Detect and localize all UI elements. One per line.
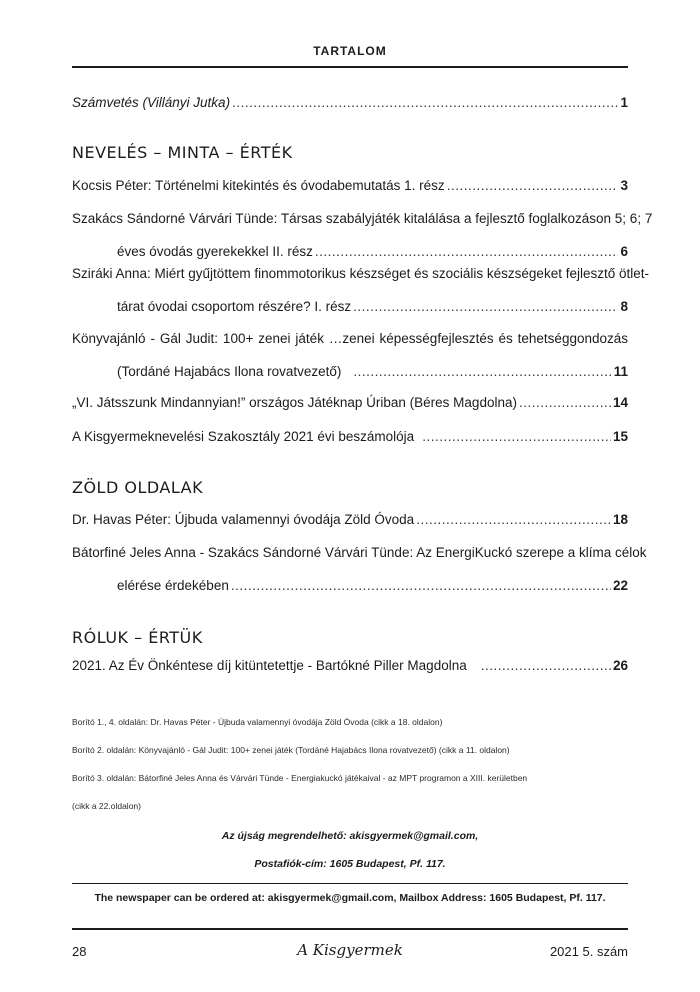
- toc-entry-title: Szakács Sándorné Várvári Tünde: Társas szabályjáték kitalálása a fejlesztő foglalkozáson 5; 6; 7: [72, 211, 653, 226]
- section-title-zold-oldalak: ZÖLD OLDALAK: [72, 478, 204, 497]
- order-email: Az újság megrendelhető: akisgyermek@gmail.com,: [221, 830, 479, 842]
- toc-entry[interactable]: [72, 544, 647, 594]
- leader-dots: [232, 94, 618, 111]
- toc-entry-page: 3: [620, 178, 628, 193]
- leader-dots: [422, 428, 611, 445]
- contents-heading: TARTALOM: [313, 44, 387, 58]
- toc-entry-intro[interactable]: [72, 94, 628, 111]
- toc-entry-title: „VI. Játsszunk Mindannyian!” országos Játéknap Úriban (Béres Magdolna): [72, 395, 517, 410]
- leader-dots: [353, 298, 618, 315]
- toc-entry-page: 11: [613, 364, 628, 379]
- toc-entry-page: 26: [612, 658, 628, 673]
- toc-entry-title: Bátorfiné Jeles Anna - Szakács Sándorné Várvári Tünde: Az EnergiKuckó szerepe a klíma célok: [72, 545, 647, 560]
- toc-entry-title: 2021. Az Év Önkéntese díj kitüntetettje - Bartókné Piller Magdolna: [72, 658, 467, 673]
- toc-entry[interactable]: [72, 511, 628, 528]
- leader-dots: [416, 511, 611, 528]
- toc-entry[interactable]: [72, 657, 628, 674]
- toc-entry[interactable]: [72, 177, 628, 194]
- section-title-neveles: NEVELÉS – MINTA – ÉRTÉK: [72, 143, 293, 162]
- page-number: 28: [72, 944, 87, 959]
- toc-entry-title-cont: tárat óvodai csoportom részére? I. rész: [117, 299, 352, 314]
- english-order-info: The newspaper can be ordered at: akisgyermek@gmail.com, Mailbox Address: 1605 Budapest, Pf. 117.: [94, 892, 606, 904]
- issue-number: 2021 5. szám: [549, 944, 628, 959]
- toc-entry-page: 15: [612, 429, 628, 444]
- cover-note: (cikk a 22.oldalon): [72, 801, 141, 811]
- order-postal-address: Postafiók-cím: 1605 Budapest, Pf. 117.: [254, 858, 446, 870]
- section-title-roluk-ertuk: RÓLUK – ÉRTÜK: [72, 628, 203, 647]
- cover-note: Borító 1., 4. oldalán: Dr. Havas Péter - Újbuda valamennyi óvodája Zöld Óvoda (cikk a 18. oldalon): [72, 717, 443, 727]
- toc-entry-title: Sziráki Anna: Miért gyűjtöttem finommotorikus készséget és szociális készségeket fejlesztő ötlet-: [72, 266, 649, 281]
- toc-entry-page: 22: [612, 578, 628, 593]
- leader-dots: [353, 363, 611, 380]
- leader-dots: [481, 657, 611, 674]
- toc-entry-title: Kocsis Péter: Történelmi kitekintés és óvodabemutatás 1. rész: [72, 178, 445, 193]
- toc-entry-title: Dr. Havas Péter: Újbuda valamennyi óvodája Zöld Óvoda: [72, 512, 415, 527]
- toc-entry-page: 1: [620, 95, 628, 110]
- leader-dots: [519, 394, 611, 411]
- toc-entry-title: A Kisgyermeknevelési Szakosztály 2021 évi beszámolója: [72, 429, 415, 444]
- toc-entry-title: Könyvajánló - Gál Judit: 100+ zenei játék …zenei képességfejlesztés és tehetséggondozás: [72, 331, 628, 346]
- leader-dots: [447, 177, 619, 194]
- footer-rule: [72, 928, 628, 930]
- toc-entry-title-cont: éves óvodás gyerekekkel II. rész: [117, 244, 313, 259]
- divider: [72, 883, 628, 884]
- leader-dots: [315, 243, 619, 260]
- toc-entry-page: 8: [620, 299, 628, 314]
- magazine-name: A Kisgyermek: [297, 941, 403, 959]
- toc-entry-title: Számvetés (Villányi Jutka): [72, 95, 231, 110]
- toc-entry-title-cont: (Tordáné Hajabács Ilona rovatvezető): [117, 364, 342, 379]
- cover-note: Borító 3. oldalán: Bátorfiné Jeles Anna és Várvári Tünde - Energiakuckó játékaival - az MPT programon a XIII. kerületben: [72, 773, 528, 783]
- leader-dots: [231, 577, 611, 594]
- header-rule: [72, 66, 628, 68]
- toc-entry[interactable]: [72, 330, 628, 380]
- toc-entry-page: 14: [612, 395, 628, 410]
- toc-entry-page: 18: [612, 512, 628, 527]
- toc-entry[interactable]: [72, 428, 628, 445]
- toc-entry[interactable]: [72, 210, 653, 260]
- toc-entry[interactable]: [72, 394, 628, 411]
- toc-entry[interactable]: [72, 265, 649, 315]
- toc-entry-title-cont: elérése érdekében: [117, 578, 229, 593]
- toc-entry-page: 6: [620, 244, 628, 259]
- cover-note: Borító 2. oldalán: Könyvajánló - Gál Judit: 100+ zenei játék (Tordáné Hajabács Ilona rovatvezető) (cikk a 11. oldalon): [72, 745, 510, 755]
